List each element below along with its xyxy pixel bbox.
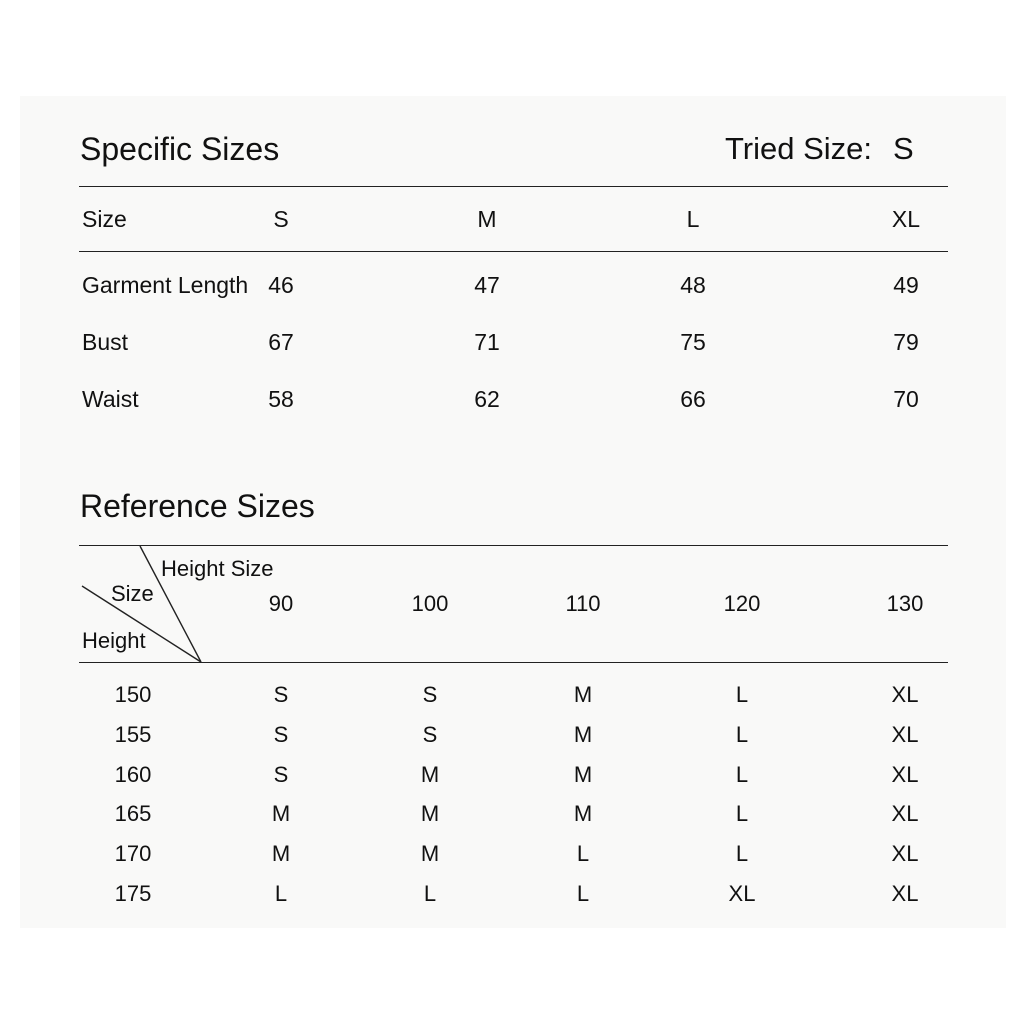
recommended-size: L xyxy=(735,762,749,787)
corner-label-bottom: Height xyxy=(82,628,146,653)
recommended-size: M xyxy=(420,801,440,826)
recommended-size: L xyxy=(735,841,749,866)
measurement-value: 70 xyxy=(893,386,919,412)
size-header-l: L xyxy=(686,206,700,232)
measurement-value: 48 xyxy=(680,272,706,298)
reference-header-rule xyxy=(79,662,948,663)
recommended-size: XL xyxy=(891,841,919,866)
recommended-size: L xyxy=(576,881,590,906)
ref-col-header: 120 xyxy=(723,591,761,616)
recommended-size: XL xyxy=(891,722,919,747)
size-header-xl: XL xyxy=(891,206,921,232)
recommended-size: L xyxy=(735,801,749,826)
recommended-size: L xyxy=(735,682,749,707)
tried-size-label: Tried Size: xyxy=(725,131,873,166)
measurement-value: 46 xyxy=(268,272,294,298)
recommended-size: S xyxy=(273,682,289,707)
recommended-size: L xyxy=(735,722,749,747)
recommended-size: XL xyxy=(891,682,919,707)
recommended-size: L xyxy=(423,881,437,906)
recommended-size: M xyxy=(573,682,593,707)
measurement-label: Waist xyxy=(82,386,139,412)
measurement-value: 67 xyxy=(268,329,294,355)
corner-label-middle: Size xyxy=(111,581,154,606)
ref-col-header: 100 xyxy=(411,591,449,616)
measurement-value: 75 xyxy=(680,329,706,355)
specific-sizes-title: Specific Sizes xyxy=(80,131,280,167)
ref-col-header: 130 xyxy=(886,591,924,616)
ref-col-header: 90 xyxy=(268,591,294,616)
measurement-value: 47 xyxy=(474,272,500,298)
measurement-value: 66 xyxy=(680,386,706,412)
recommended-size: L xyxy=(576,841,590,866)
height-value: 170 xyxy=(114,841,152,866)
reference-sizes-title: Reference Sizes xyxy=(80,488,315,524)
recommended-size: XL xyxy=(891,762,919,787)
recommended-size: M xyxy=(271,841,291,866)
recommended-size: M xyxy=(420,841,440,866)
size-header-m: M xyxy=(477,206,497,232)
recommended-size: M xyxy=(420,762,440,787)
recommended-size: S xyxy=(273,762,289,787)
height-value: 155 xyxy=(114,722,152,747)
corner-label-top: Height Size xyxy=(161,556,274,581)
measurement-label: Garment Length xyxy=(82,272,249,298)
measurement-value: 58 xyxy=(268,386,294,412)
height-value: 150 xyxy=(114,682,152,707)
measurement-label: Bust xyxy=(82,329,129,355)
recommended-size: M xyxy=(573,801,593,826)
ref-col-header: 110 xyxy=(565,591,601,616)
recommended-size: XL xyxy=(728,881,756,906)
size-header-s: S xyxy=(273,206,289,232)
height-value: 160 xyxy=(114,762,152,787)
height-value: 175 xyxy=(114,881,152,906)
recommended-size: L xyxy=(274,881,288,906)
recommended-size: S xyxy=(422,682,438,707)
recommended-size: M xyxy=(573,722,593,747)
recommended-size: M xyxy=(573,762,593,787)
measurement-value: 62 xyxy=(474,386,500,412)
measurement-value: 49 xyxy=(893,272,919,298)
specific-header-label: Size xyxy=(82,206,127,232)
recommended-size: M xyxy=(271,801,291,826)
recommended-size: S xyxy=(273,722,289,747)
height-value: 165 xyxy=(114,801,152,826)
recommended-size: XL xyxy=(891,881,919,906)
measurement-value: 79 xyxy=(893,329,919,355)
recommended-size: XL xyxy=(891,801,919,826)
tried-size-value: S xyxy=(893,131,914,166)
recommended-size: S xyxy=(422,722,438,747)
measurement-value: 71 xyxy=(474,329,500,355)
